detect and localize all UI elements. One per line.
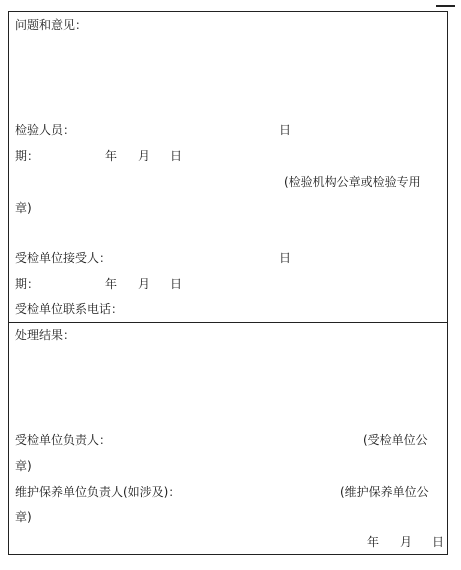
inspector-date-qi: 期： bbox=[15, 149, 40, 163]
result-day: 日 bbox=[432, 535, 445, 549]
top-edge-mark bbox=[436, 5, 455, 7]
unit-seal-note: (受检单位公 bbox=[363, 433, 428, 447]
maint-seal-note-end: 章) bbox=[15, 510, 32, 524]
receiver-month: 月 bbox=[138, 277, 151, 291]
inspector-month: 月 bbox=[138, 149, 151, 163]
maint-seal-note: (维护保养单位公 bbox=[340, 485, 429, 499]
unit-head-label: 受检单位负责人： bbox=[15, 433, 112, 447]
receiver-label: 受检单位接受人： bbox=[15, 251, 112, 265]
receiver-year: 年 bbox=[105, 277, 118, 291]
receiver-date-ri: 日 bbox=[279, 251, 292, 265]
inspection-seal-note: (检验机构公章或检验专用 bbox=[284, 175, 421, 189]
inspection-seal-note-end: 章) bbox=[15, 201, 32, 215]
result-month: 月 bbox=[400, 535, 413, 549]
maint-head-label: 维护保养单位负责人(如涉及)： bbox=[15, 485, 181, 499]
inspector-date-ri: 日 bbox=[279, 123, 292, 137]
result-title: 处理结果： bbox=[15, 328, 76, 342]
inspector-label: 检验人员： bbox=[15, 123, 76, 137]
inspector-day: 日 bbox=[170, 149, 183, 163]
receiver-date-qi: 期： bbox=[15, 277, 40, 291]
unit-seal-note-end: 章) bbox=[15, 459, 32, 473]
phone-label: 受检单位联系电话： bbox=[15, 302, 124, 316]
issues-title: 问题和意见： bbox=[15, 18, 88, 32]
result-year: 年 bbox=[367, 535, 380, 549]
section-divider bbox=[9, 322, 447, 323]
inspector-year: 年 bbox=[105, 149, 118, 163]
inspection-record-form bbox=[8, 11, 448, 555]
receiver-day: 日 bbox=[170, 277, 183, 291]
